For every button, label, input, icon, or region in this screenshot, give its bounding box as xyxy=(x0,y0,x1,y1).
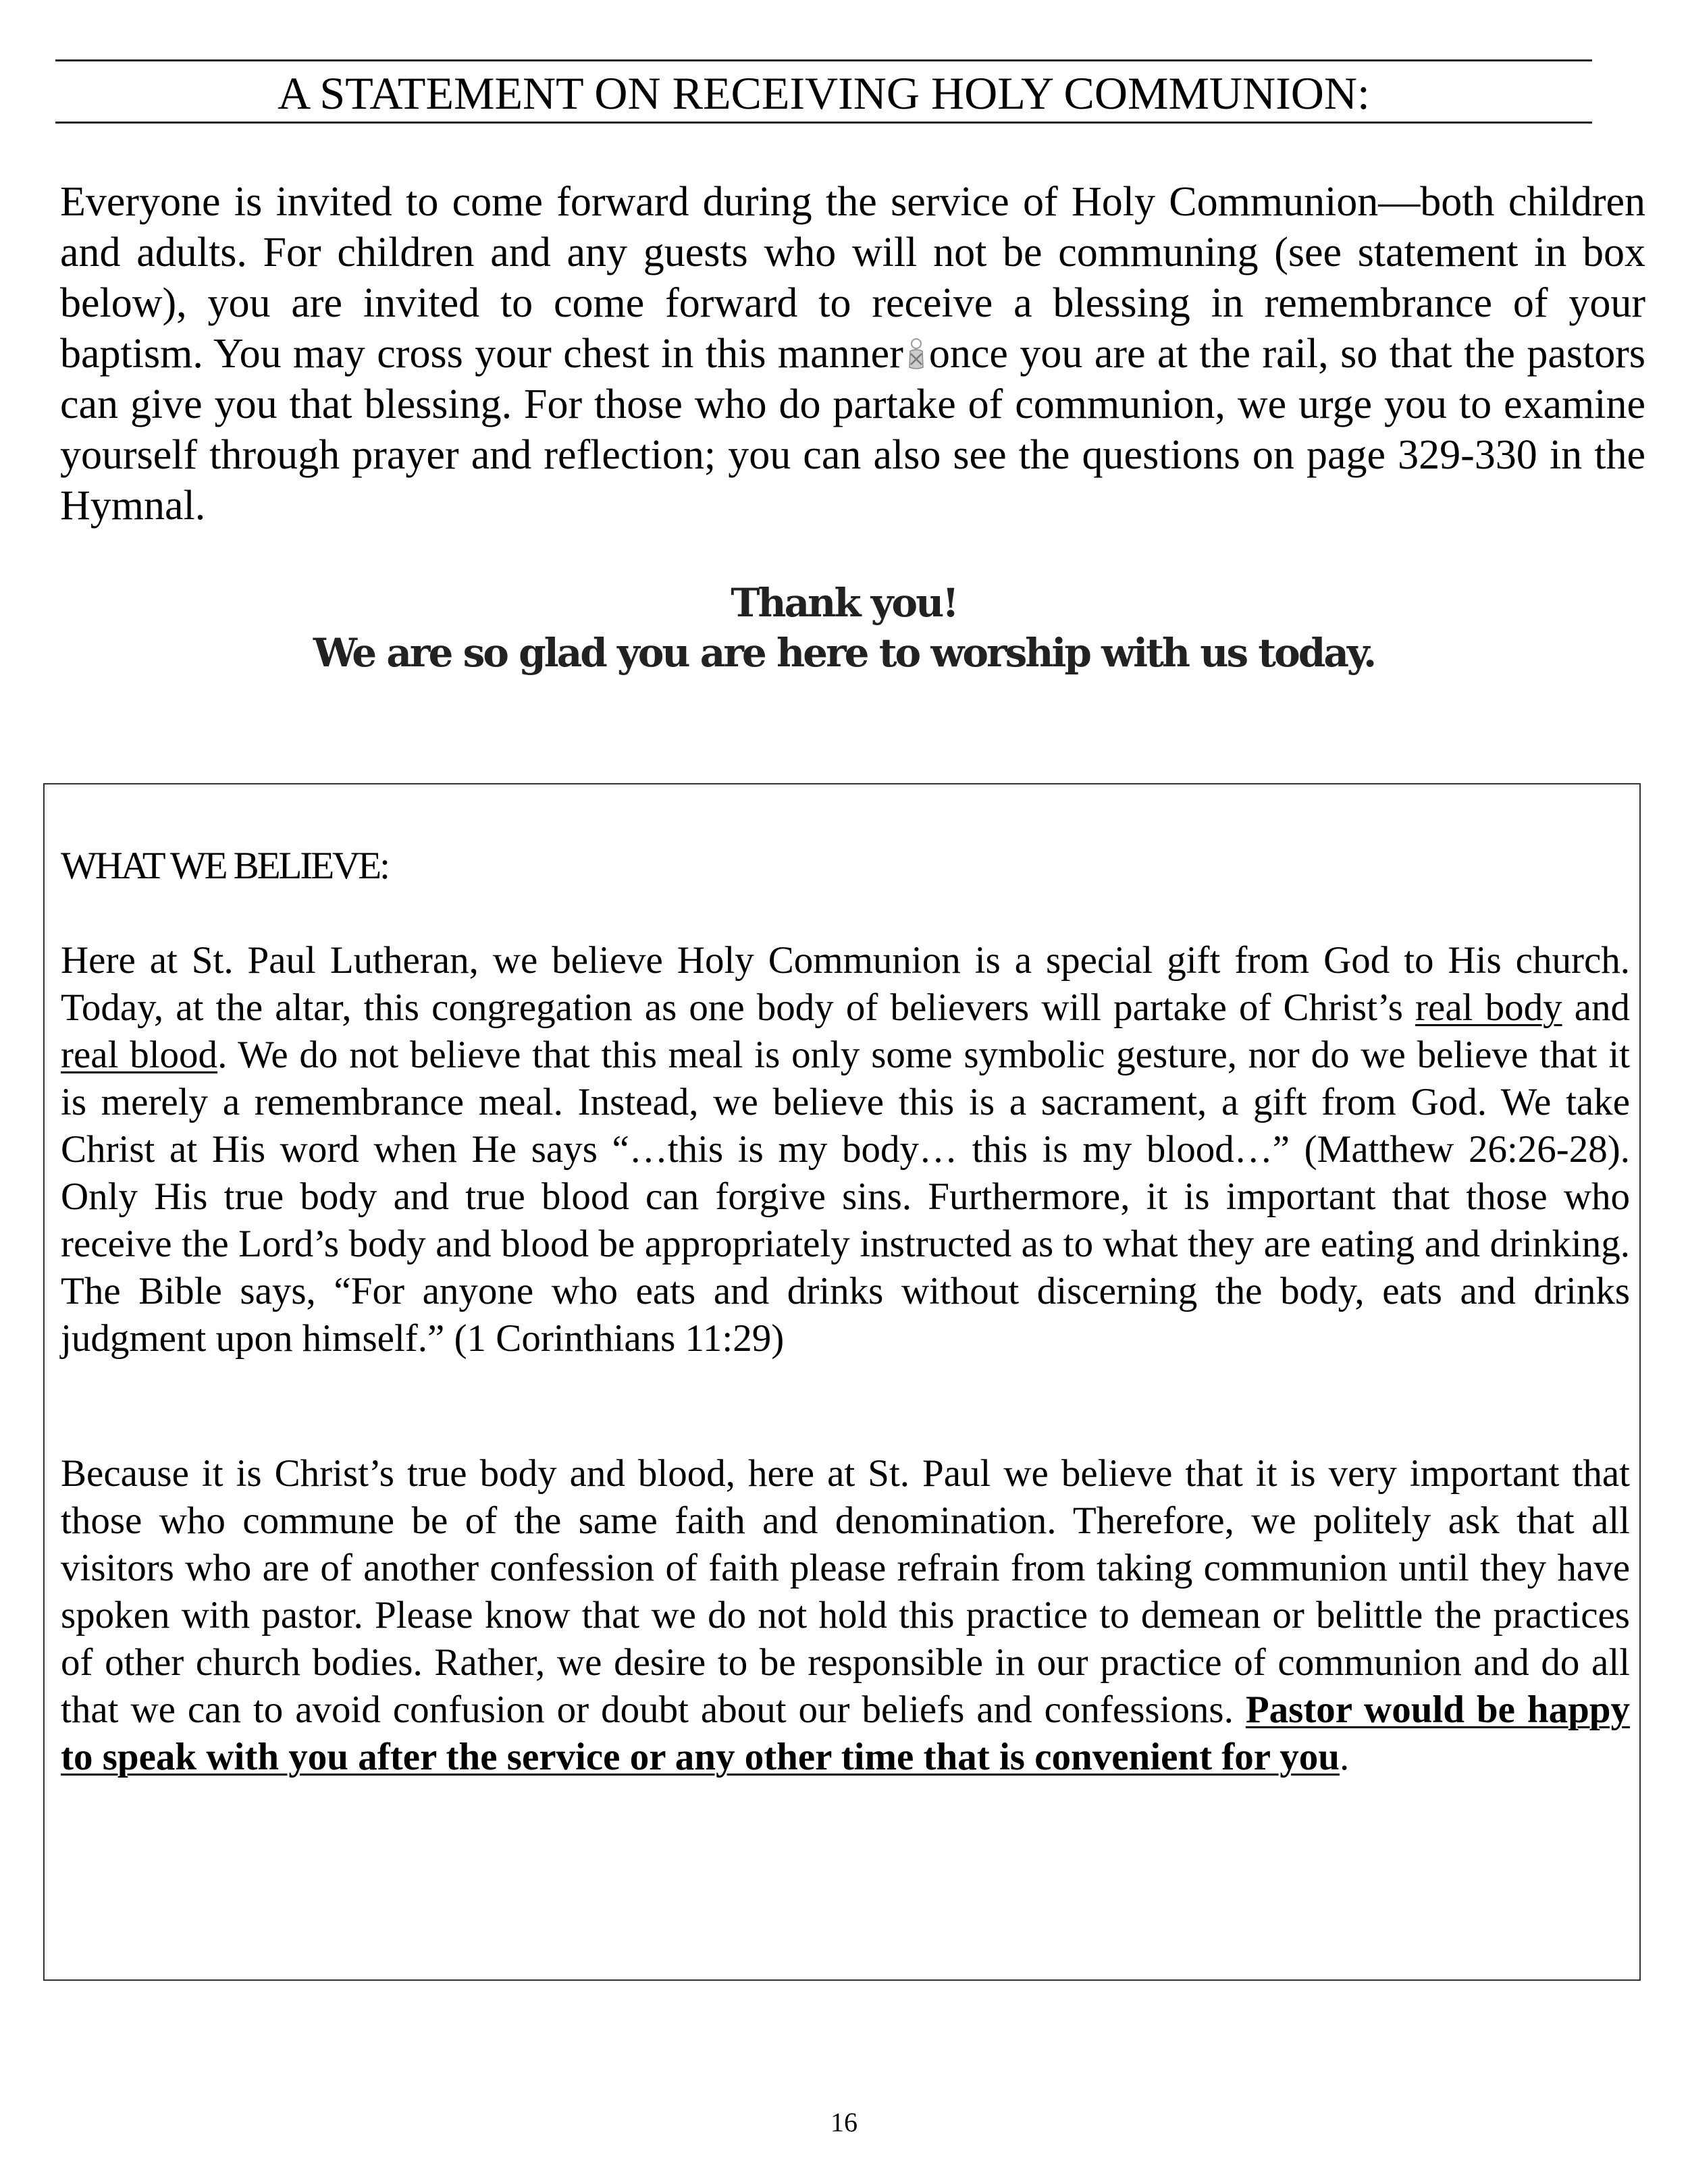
thank-you-heading: Thank you! xyxy=(731,580,957,626)
top-rule xyxy=(55,59,1592,61)
title-bottom-rule xyxy=(55,122,1592,124)
underlined-text: real body xyxy=(1415,986,1562,1029)
belief-paragraph-1 xyxy=(61,937,1630,1362)
belief-paragraph-2 xyxy=(61,1450,1630,1781)
intro-paragraph xyxy=(60,177,1645,531)
text: Here at St. Paul Lutheran, we believe Holy Communion is a special gift from God to His church. Today, at the altar, this congregation as one body of believers will partake of Christ’s xyxy=(61,939,1630,1029)
text: Because it is Christ’s true body and blood, here at St. Paul we believe that it is very important that those who commune be of the same faith and denomination. Therefore, we politely ask that all visitors who are of another confession of faith please refrain from taking communion until they have spoken with pastor. Please know that we do not hold this practice to demean or belittle the practices of other church bodies. Rather, we desire to be responsible in our practice of communion and do all that we can to avoid confusion or doubt about our beliefs and confessions. xyxy=(61,1452,1630,1731)
crossed-arms-icon xyxy=(907,333,925,367)
page-number: 16 xyxy=(830,2107,858,2137)
text: . We do not believe that this meal is only some symbolic gesture, nor do we believe that it is merely a remembrance meal. Instead, we believe this is a sacrament, a gift from God. We take Christ at His word when He says “…this is my body… this is my blood…” (Matthew 26:26-28). Only His true body and true blood can forgive sins. Furthermore, it is important that those who receive the Lord’s body and blood be appropriately instructed as to what they are eating and drinking. The Bible says, “For anyone who eats and drinks without discerning the body, eats and drinks judgment upon himself.” (1 Corinthians 11:29) xyxy=(61,1034,1630,1360)
intro-text-1: Everyone is invited to come forward during the service of Holy Communion—both children and adults. For children and any guests who will not be communing (see statement in box below), you are invited to come forward to receive a blessing in remembrance of your baptism. You may cross your chest in this manner xyxy=(60,179,1645,377)
text: and xyxy=(1562,986,1630,1029)
what-we-believe-box xyxy=(43,783,1641,1981)
page-title: A STATEMENT ON RECEIVING HOLY COMMUNION: xyxy=(278,68,1370,119)
welcome-message: We are so glad you are here to worship with us today. xyxy=(313,630,1375,676)
emphasis-text: Pastor would be happy to speak with you after the service or any other time that is convenient for you xyxy=(61,1688,1630,1778)
text: . xyxy=(1340,1736,1350,1778)
intro-text-2: once you are at the rail, so that the pastors can give you that blessing. For those who do partake of communion, we urge you to examine yourself through prayer and reflection; you can also see the questions on page 329-330 in the Hymnal. xyxy=(60,331,1645,529)
box-heading: WHAT WE BELIEVE: xyxy=(61,845,388,887)
underlined-text: real blood xyxy=(61,1034,218,1076)
